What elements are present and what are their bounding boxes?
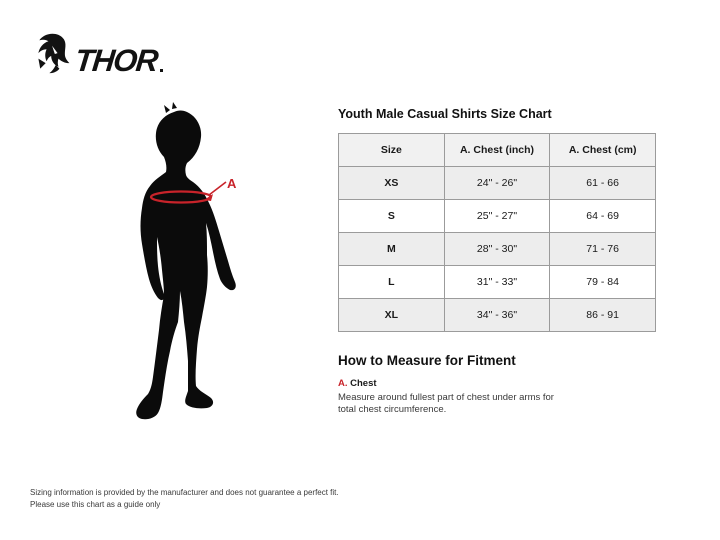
size-table-body <box>339 167 656 332</box>
chest-inch-cell: 31" - 33" <box>444 266 550 299</box>
chest-inch-cell: 24" - 26" <box>444 167 550 200</box>
table-header-row <box>339 134 656 167</box>
measure-guide-heading: How to Measure for Fitment <box>338 353 516 368</box>
column-header-size: Size <box>339 134 445 167</box>
brand-logo <box>32 26 163 79</box>
size-cell: M <box>339 233 445 266</box>
column-header-chest-cm: A. Chest (cm) <box>550 134 656 167</box>
chest-marker-label: A <box>227 176 237 191</box>
table-row <box>339 200 656 233</box>
size-cell: XL <box>339 299 445 332</box>
measure-item-name: Chest <box>350 378 377 389</box>
measure-item-description: Measure around fullest part of chest under arms for total chest circumference. <box>338 392 554 416</box>
silhouette-svg <box>100 90 320 440</box>
chest-cm-cell: 71 - 76 <box>550 233 656 266</box>
size-cell: XS <box>339 167 445 200</box>
measure-pointer-line <box>209 182 226 195</box>
measure-item-label <box>338 378 656 389</box>
table-row <box>339 299 656 332</box>
chest-cm-cell: 64 - 69 <box>550 200 656 233</box>
table-row <box>339 233 656 266</box>
registered-mark-dot <box>160 69 163 72</box>
measure-item-key: A. <box>338 378 348 389</box>
hair-tuft <box>164 105 170 113</box>
chest-cm-cell: 61 - 66 <box>550 167 656 200</box>
size-chart-title: Youth Male Casual Shirts Size Chart <box>338 107 552 121</box>
chest-inch-cell: 28" - 30" <box>444 233 550 266</box>
chest-cm-cell: 79 - 84 <box>550 266 656 299</box>
size-cell: S <box>339 200 445 233</box>
column-header-chest-inch: A. Chest (inch) <box>444 134 550 167</box>
hair-tuft <box>172 102 177 109</box>
disclaimer <box>30 487 339 511</box>
size-chart-panel <box>338 107 656 417</box>
brand-wordmark: THOR <box>73 43 159 79</box>
size-cell: L <box>339 266 445 299</box>
chest-inch-cell: 25" - 27" <box>444 200 550 233</box>
youth-silhouette-figure <box>100 90 320 440</box>
table-row <box>339 266 656 299</box>
disclaimer-line-2: Please use this chart as a guide only <box>30 500 161 509</box>
size-table <box>338 133 656 332</box>
size-table-head <box>339 134 656 167</box>
table-row <box>339 167 656 200</box>
chest-cm-cell: 86 - 91 <box>550 299 656 332</box>
disclaimer-line-1: Sizing information is provided by the manufacturer and does not guarantee a perfect fit. <box>30 488 339 497</box>
thor-goat-icon <box>32 32 74 76</box>
chest-inch-cell: 34" - 36" <box>444 299 550 332</box>
